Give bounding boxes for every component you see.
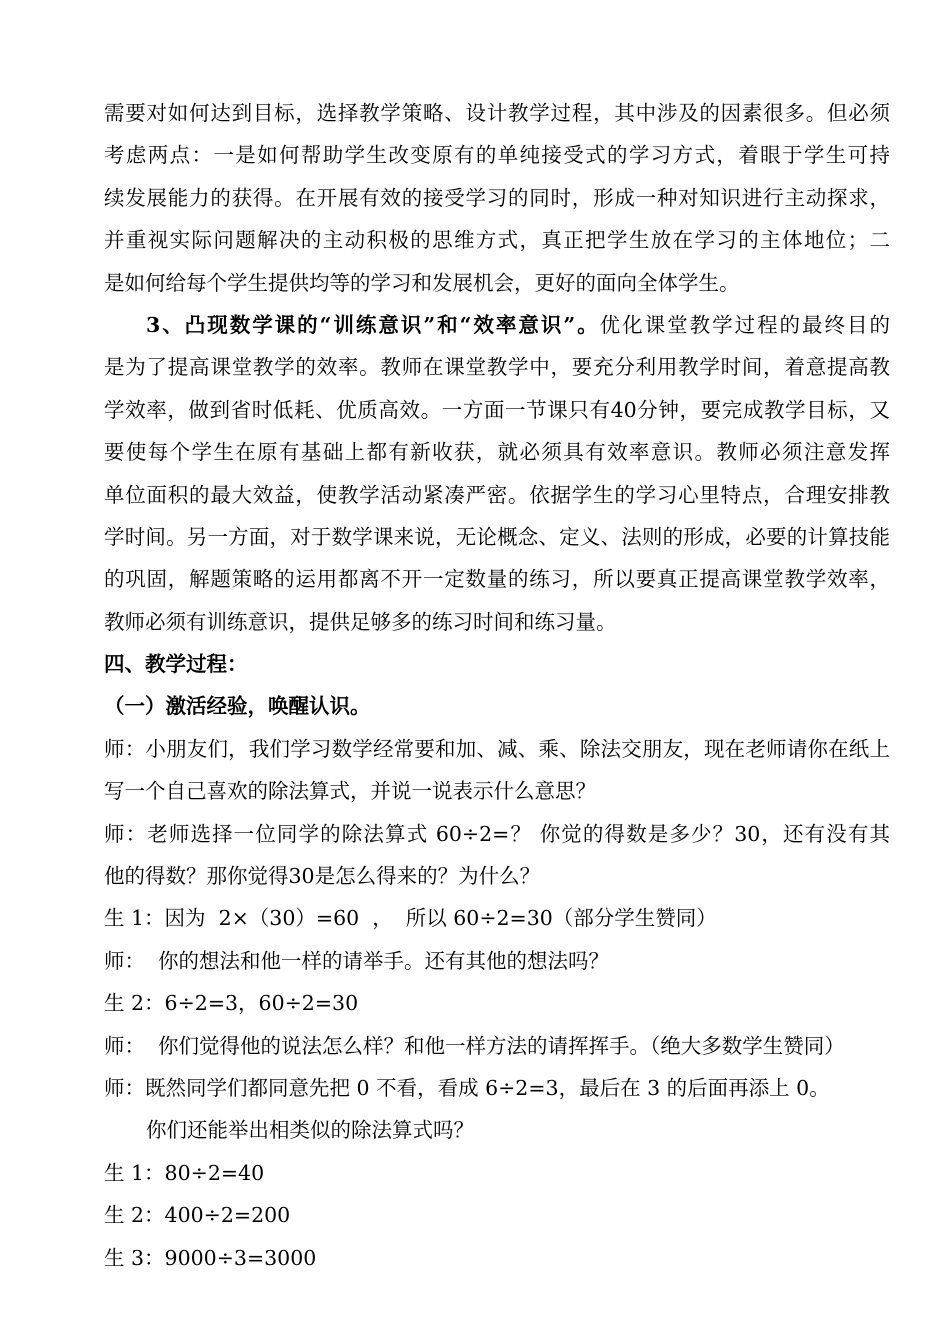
- text-line: 考虑两点：一是如何帮助学生改变原有的单纯接受式的学习方式，着眼于学生可持: [104, 143, 890, 168]
- section-3-first-line: [104, 304, 890, 346]
- dialogue-line: 生 1：80÷2=40: [104, 1160, 265, 1185]
- section-3: [104, 304, 890, 643]
- dialogue-line: 生 1：因为 2×（30）=60 ， 所以 60÷2=30（部分学生赞同）: [104, 906, 717, 931]
- dialogue-line: 师：小朋友们，我们学习数学经常要和加、减、乘、除法交朋友，现在老师请你在纸上: [104, 736, 890, 761]
- text-line: 学时间。另一方面，对于数学课来说，无论概念、定义、法则的形成，必要的计算技能: [104, 524, 890, 549]
- dialogue-line: 写一个自己喜欢的除法算式，并说一说表示什么意思？: [104, 779, 596, 804]
- section-4-title: 四、教学过程：: [104, 652, 248, 677]
- text-line: 并重视实际问题解决的主动积极的思维方式，真正把学生放在学习的主体地位；二: [104, 228, 890, 253]
- text-line: 需要对如何达到目标，选择教学策略、设计教学过程，其中涉及的因素很多。但必须: [104, 101, 890, 125]
- dialogue-line: 生 3：9000÷3=3000: [104, 1245, 317, 1270]
- dialogue-line: 生 2：400÷2=200: [104, 1203, 291, 1228]
- text-line: 教师必须有训练意识，提供足够多的练习时间和练习量。: [104, 609, 617, 634]
- dialogue: [104, 728, 890, 1279]
- text-line: 是如何给每个学生提供均等的学习和发展机会，更好的面向全体学生。: [104, 270, 740, 295]
- section-3-first-line-rest: 优化课堂教学过程的最终目的: [599, 312, 891, 337]
- text-line: 要使每个学生在原有基础上都有新收获，就必须具有效率意识。教师必须注意发挥: [104, 440, 890, 465]
- text-line: 续发展能力的获得。在开展有效的接受学习的同时，形成一种对知识进行主动探求，: [104, 185, 890, 210]
- dialogue-line: 师： 你的想法和他一样的请举手。还有其他的想法吗？: [104, 948, 610, 973]
- dialogue-line: 师： 你们觉得他的说法怎么样？和他一样方法的请挥挥手。（绝大多数学生赞同）: [104, 1033, 845, 1058]
- dialogue-line: 他的得数？那你觉得30是怎么得来的？为什么？: [104, 864, 541, 889]
- text-line: 的巩固，解题策略的运用都离不开一定数量的练习，所以要真正提高课堂教学效率，: [104, 567, 890, 592]
- section-3-heading: 3、凸现数学课的“训练意识”和“效率意识”。: [146, 312, 600, 337]
- text-line: 学效率，做到省时低耗、优质高效。一方面一节课只有40分钟，要完成教学目标，又: [104, 397, 890, 422]
- subsection-1-title: （一）激活经验，唤醒认识。: [104, 694, 371, 719]
- text-line: 单位面积的最大效益，使教学活动紧凑严密。依据学生的学习心里特点，合理安排教: [104, 482, 890, 507]
- dialogue-line: 你们还能举出相类似的除法算式吗？: [146, 1118, 474, 1143]
- dialogue-line: 师：老师选择一位同学的除法算式 60÷2=？ 你觉的得数是多少？30，还有没有其: [104, 821, 890, 846]
- dialogue-line: 生 2：6÷2=3，60÷2=30: [104, 991, 359, 1016]
- text-line: 是为了提高课堂教学的效率。教师在课堂教学中，要充分利用教学时间，着意提高教: [104, 355, 890, 380]
- dialogue-line: 师：既然同学们都同意先把 0 不看，看成 6÷2=3，最后在 3 的后面再添上 0。: [104, 1075, 830, 1100]
- paragraph-intro: [104, 92, 890, 304]
